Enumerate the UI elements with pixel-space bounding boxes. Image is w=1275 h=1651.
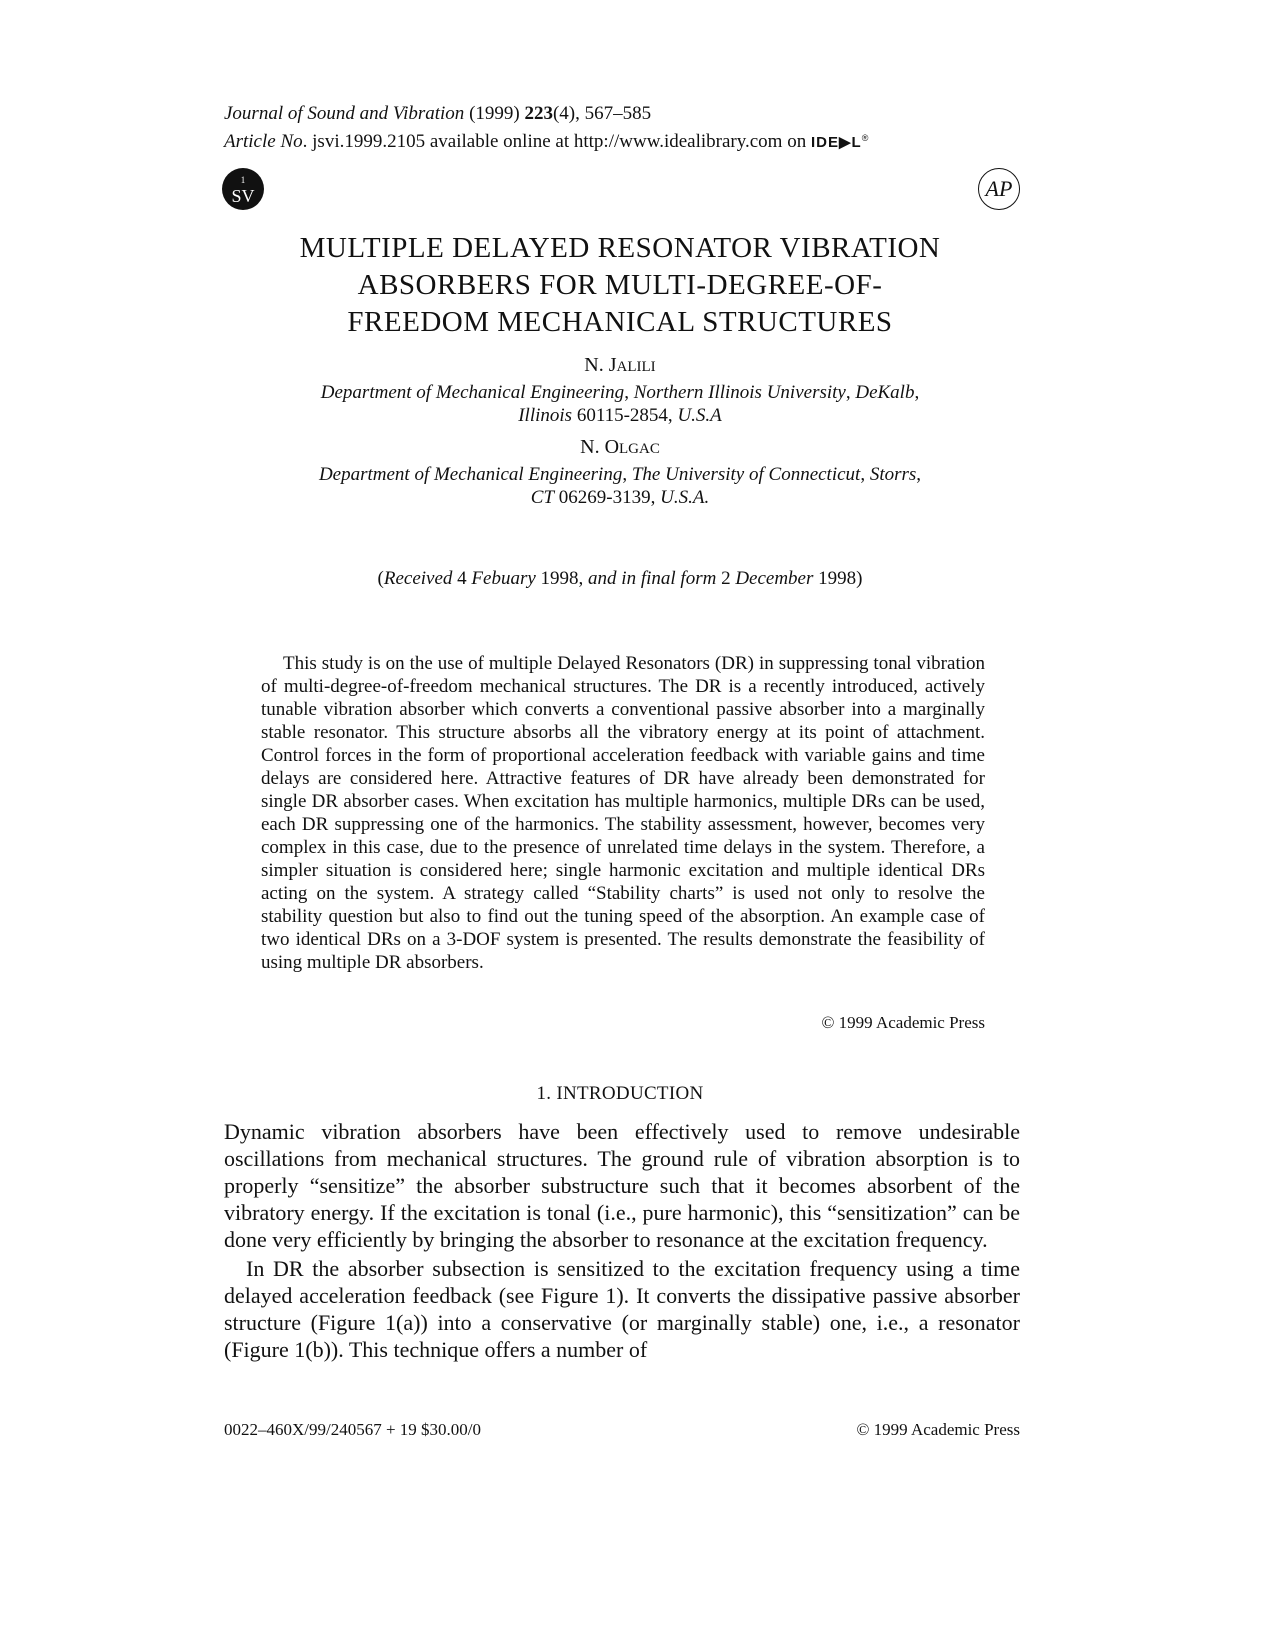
journal-header bbox=[224, 102, 869, 155]
affiliation-2-line-1: Department of Mechanical Engineering, The University of Connecticut, Storrs, bbox=[318, 464, 922, 485]
journal-issue-pages: (4), 567–585 bbox=[552, 103, 652, 124]
section-heading: 1. INTRODUCTION bbox=[536, 1083, 704, 1104]
author-2-initial: N. O bbox=[580, 436, 620, 458]
author-2 bbox=[200, 436, 1040, 459]
author-1-affiliation bbox=[250, 381, 990, 427]
title-line-1: MULTIPLE DELAYED RESONATOR VIBRATION bbox=[299, 232, 941, 264]
journal-year: (1999) bbox=[469, 103, 525, 124]
received-dates: (Received 4 Febuary 1998, and in final form 2 December 1998) bbox=[377, 568, 863, 589]
author-2-affiliation bbox=[250, 463, 990, 509]
ideal-registered: ® bbox=[861, 133, 870, 143]
affiliation-1-line-2: Illinois 60115-2854, U.S.A bbox=[518, 405, 722, 426]
article-number-line bbox=[224, 126, 869, 155]
author-1-surname: ALILI bbox=[616, 359, 656, 375]
intro-paragraph-1: Dynamic vibration absorbers have been effectively used to remove undesirable oscillations from mechanical structures. The ground rule of vibration absorption is to properly “sensitize” the absorber substructure such that it becomes absorbent of the vibratory energy. If the excitation is tonal (i.e., pure harmonic), this “sensitization” can be done very efficiently by bringing the absorber to resonance at the excitation frequency. bbox=[224, 1119, 1020, 1252]
ideal-arrow-icon: ▶ bbox=[838, 134, 852, 151]
article-availability: . jsvi.1999.2105 available online at http://www.idealibrary.com on bbox=[302, 131, 811, 152]
author-1 bbox=[200, 354, 1040, 377]
abstract-copyright: © 1999 Academic Press bbox=[821, 1013, 985, 1032]
journal-name: Journal of Sound and Vibration bbox=[224, 103, 465, 124]
ap-logo: AP bbox=[978, 168, 1020, 210]
title-line-3: FREEDOM MECHANICAL STRUCTURES bbox=[347, 306, 893, 338]
author-2-surname: LGAC bbox=[619, 441, 660, 457]
affiliation-2-line-2: CT 06269-3139, U.S.A. bbox=[530, 487, 710, 508]
footer-issn: 0022–460X/99/240567 + 19 $30.00/0 bbox=[224, 1420, 482, 1439]
ideal-logo-text: IDE bbox=[810, 134, 839, 151]
journal-volume: 223 bbox=[524, 103, 553, 124]
affiliation-1-line-1: Department of Mechanical Engineering, Northern Illinois University, DeKalb, bbox=[320, 382, 920, 403]
abstract: This study is on the use of multiple Delayed Resonators (DR) in suppressing tonal vibration of multi-degree-of-freedom mechanical structures. The DR is a recently introduced, actively tunable vibration absorber which converts a conventional passive absorber into a marginally stable resonator. This structure absorbs all the vibratory energy at its point of attachment. Control forces in the form of proportional acceleration feedback with variable gains and time delays are considered here. Attractive features of DR have already been demonstrated for single DR absorber cases. When excitation has multiple harmonics, multiple DRs can be used, each DR suppressing one of the harmonics. The stability assessment, however, becomes very complex in this case, due to the presence of unrelated time delays in the system. Therefore, a simpler situation is considered here; single harmonic excitation and multiple identical DRs acting on the system. A strategy called “Stability charts” is used not only to resolve the stability question but also to find out the tuning speed of the absorption. An example case of two identical DRs on a 3-DOF system is presented. The results demonstrate the feasibility of using multiple DR absorbers. bbox=[261, 653, 985, 973]
ideal-logo bbox=[811, 134, 869, 151]
article-label: Article No bbox=[224, 131, 303, 152]
title-line-2: ABSORBERS FOR MULTI-DEGREE-OF- bbox=[357, 269, 883, 301]
author-1-initial: N. J bbox=[584, 354, 617, 376]
paper-title bbox=[200, 230, 1040, 341]
sv-logo bbox=[222, 168, 264, 210]
sv-logo-top: 1 bbox=[240, 175, 246, 185]
footer-copyright: © 1999 Academic Press bbox=[856, 1420, 1020, 1439]
sv-logo-bottom: SV bbox=[231, 186, 255, 206]
journal-citation bbox=[224, 102, 869, 126]
intro-paragraph-2: In DR the absorber subsection is sensitized to the excitation frequency using a time delayed acceleration feedback (see Figure 1). It converts the dissipative passive absorber structure (Figure 1(a)) into a conservative (or marginally stable) one, i.e., a resonator (Figure 1(b)). This technique offers a number of bbox=[224, 1256, 1020, 1362]
ideal-logo-end: L bbox=[851, 134, 862, 151]
